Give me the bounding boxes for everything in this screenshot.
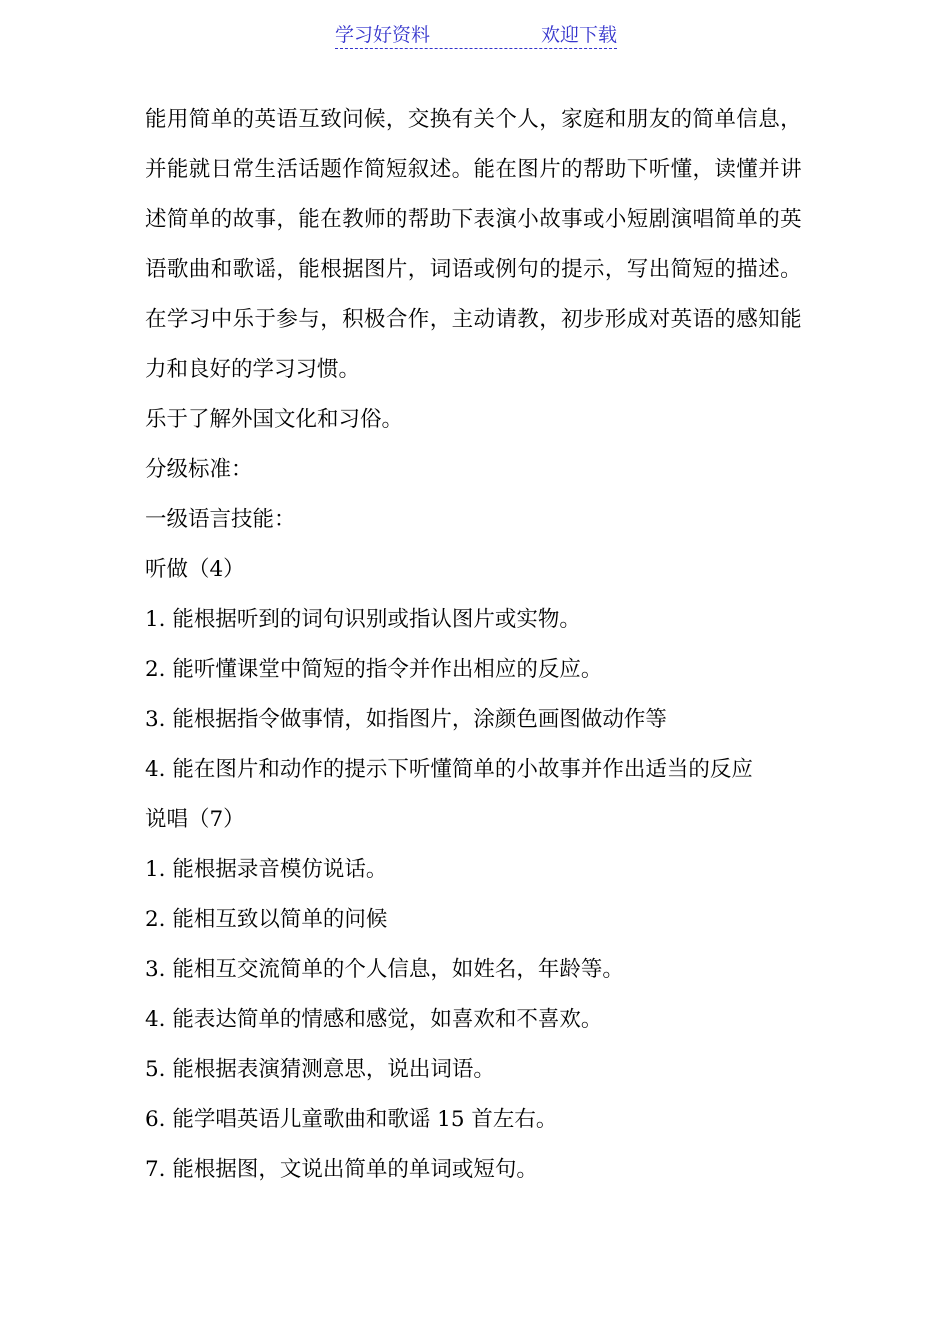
section-heading: 一级语言技能： (145, 507, 296, 532)
body-paragraph-line: 并能就日常生活话题作简短叙述。能在图片的帮助下听懂，读懂并讲 (145, 157, 803, 182)
header-right-link[interactable]: 欢迎下载 (540, 24, 617, 46)
list-item: 1. 能根据录音模仿说话。 (145, 857, 388, 882)
subsection-heading: 说唱（7） (145, 807, 245, 832)
body-paragraph-line: 述简单的故事，能在教师的帮助下表演小故事或小短剧演唱简单的英 (145, 207, 803, 232)
list-item: 2. 能听懂课堂中简短的指令并作出相应的反应。 (145, 657, 603, 682)
page-header (335, 22, 617, 49)
document-body (145, 95, 835, 1195)
list-item: 6. 能学唱英语儿童歌曲和歌谣 15 首左右。 (145, 1107, 558, 1132)
header-left-link[interactable]: 学习好资料 (335, 24, 431, 46)
body-paragraph-line: 力和良好的学习习惯。 (145, 357, 361, 382)
list-item: 7. 能根据图，文说出简单的单词或短句。 (145, 1157, 538, 1182)
list-item: 2. 能相互致以简单的问候 (145, 907, 388, 932)
list-item: 3. 能根据指令做事情，如指图片，涂颜色画图做动作等 (145, 707, 667, 732)
body-text-line: 乐于了解外国文化和习俗。 (145, 407, 404, 432)
body-paragraph-line: 在学习中乐于参与，积极合作，主动请教，初步形成对英语的感知能 (145, 307, 803, 332)
section-heading: 分级标准： (145, 457, 253, 482)
list-item: 4. 能在图片和动作的提示下听懂简单的小故事并作出适当的反应 (145, 757, 753, 782)
list-item: 1. 能根据听到的词句识别或指认图片或实物。 (145, 607, 581, 632)
list-item: 3. 能相互交流简单的个人信息，如姓名，年龄等。 (145, 957, 624, 982)
subsection-heading: 听做（4） (145, 557, 245, 582)
body-paragraph-line: 语歌曲和歌谣，能根据图片，词语或例句的提示，写出简短的描述。 (145, 257, 803, 282)
list-item: 5. 能根据表演猜测意思，说出词语。 (145, 1057, 495, 1082)
list-item: 4. 能表达简单的情感和感觉，如喜欢和不喜欢。 (145, 1007, 603, 1032)
body-paragraph-line: 能用简单的英语互致问候，交换有关个人，家庭和朋友的简单信息， (145, 107, 803, 132)
